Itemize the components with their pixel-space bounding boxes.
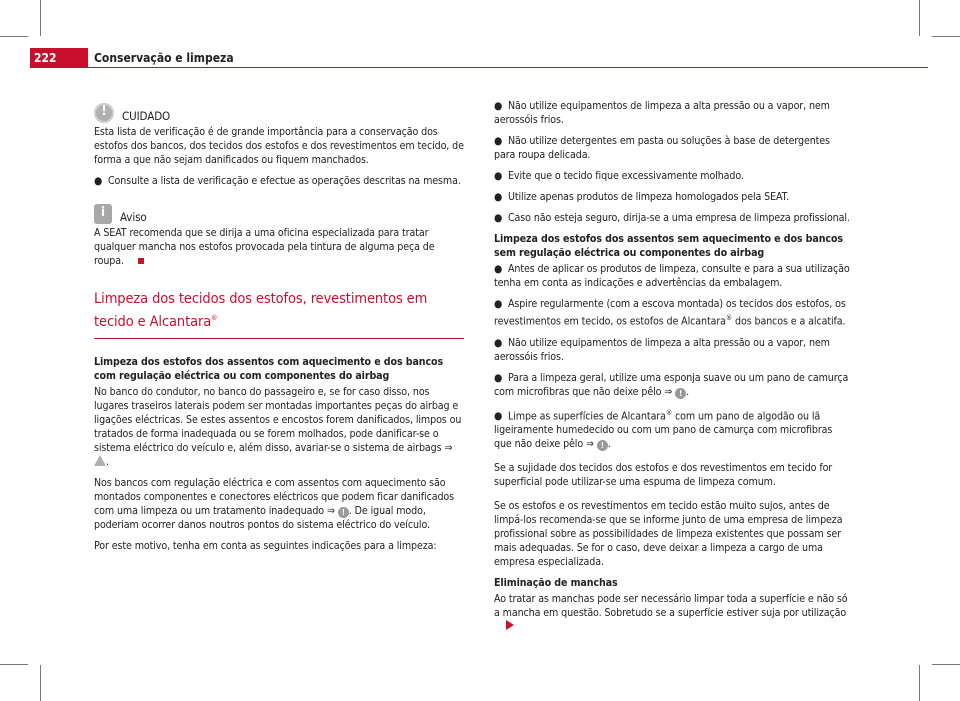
bullet-symbol: ● — [494, 191, 503, 203]
bullet-symbol: ● — [494, 170, 503, 182]
list-item-text: Aspire regularmente (com a escova montada) os tecidos dos estofos, os revestimentos em tecido, os estofos de Alcantara — [494, 298, 846, 328]
crop-mark — [932, 664, 960, 665]
list-item-text: Para a limpeza geral, utilize uma esponja suave ou um pano de camurça com microfibras que não deixe pêlo — [494, 371, 849, 398]
paragraph-stains — [494, 592, 850, 634]
arrow-symbol: ⇒ — [444, 441, 453, 454]
list-item-text-end: dos bancos e a alcatifa. — [732, 315, 846, 328]
bullet-symbol: ● — [494, 212, 503, 224]
bullet-symbol: ● — [494, 298, 503, 310]
caution-heading — [94, 101, 464, 123]
list-item — [494, 190, 850, 204]
section-title — [94, 290, 464, 332]
list-item-text-end: com um pano de algodão ou lã ligeiramente humedecido ou com um pano de camurça com microfibras que não deixe pêlo — [494, 410, 833, 451]
registered-mark: ® — [665, 408, 673, 417]
right-column — [494, 99, 850, 641]
paragraph-electric-text: Nos bancos com regulação eléctrica e com assentos com aquecimento são montados componentes e conectores eléctricos que podem ficar danificados com uma limpeza ou um tratamento inadequado — [94, 476, 455, 517]
list-item — [494, 211, 850, 225]
arrow-symbol: ⇒ — [586, 438, 594, 451]
left-column — [94, 101, 464, 560]
caution-bullet-text: Consulte a lista de verificação e efectue as operações descritas na mesma. — [108, 175, 461, 187]
note-title: Aviso — [120, 210, 147, 224]
paragraph-electric-seats — [94, 476, 464, 532]
paragraph-airbag — [94, 385, 464, 469]
registered-mark: ® — [725, 314, 733, 322]
arrow-symbol: ⇒ — [664, 385, 673, 398]
list-item-text: Utilize apenas produtos de limpeza homologados pela SEAT. — [508, 191, 790, 203]
subheading-stains: Eliminação de manchas — [494, 577, 618, 590]
period: . — [106, 455, 109, 468]
list-item — [494, 262, 850, 290]
list-item-text: Evite que o tecido fique excessivamente molhado. — [508, 170, 744, 182]
caution-ref-icon: ! — [675, 388, 686, 399]
caution-icon — [94, 103, 114, 123]
list-item — [494, 297, 850, 329]
crop-mark — [0, 36, 28, 37]
list-item — [494, 169, 850, 183]
note-text-body: A SEAT recomenda que se dirija a uma oficina especializada para tratar qualquer mancha nos estofos provocada pela tintura de alguma peça de roupa. — [94, 227, 435, 267]
bullet-symbol: ● — [94, 175, 103, 187]
crop-mark — [0, 664, 28, 665]
bullet-symbol: ● — [494, 371, 503, 384]
caution-bullet — [94, 174, 464, 188]
bullet-symbol: ● — [494, 410, 503, 423]
list-item-text: Não utilize equipamentos de limpeza a alta pressão ou a vapor, nem aerossóis frios. — [494, 336, 830, 363]
section-end-mark — [138, 258, 144, 264]
bullet-symbol: ● — [494, 263, 503, 275]
bullet-symbol: ● — [494, 135, 503, 147]
running-title: Conservação e limpeza — [94, 51, 234, 65]
crop-mark — [932, 36, 960, 37]
subheading-heated-seats: Limpeza dos estofos dos assentos com aquecimento e dos bancos com regulação eléctrica ou com componentes do airbag — [94, 355, 444, 382]
paragraph-foam: Se a sujidade dos tecidos dos estofos e dos revestimentos em tecido for superficial pode utilizar-se uma espuma de limpeza comum. — [494, 462, 833, 489]
list-item-text: Limpe as superfícies de Alcantara — [508, 410, 666, 423]
list-item — [494, 406, 850, 452]
caution-ref-icon: ! — [597, 440, 608, 451]
arrow-symbol: ⇒ — [326, 504, 335, 517]
subheading-unheated-seats: Limpeza dos estofos dos assentos sem aquecimento e dos bancos sem regulação eléctrica ou componentes do airbag — [494, 233, 843, 259]
period: . — [686, 385, 690, 398]
caution-text: Esta lista de verificação é de grande importância para a conservação dos estofos dos bancos, dos tecidos dos estofos e dos revestimentos em tecido, de forma a que não sejam danificados ou fiquem manchados. — [94, 126, 464, 166]
list-item-text: Não utilize detergentes em pasta ou soluções à base de detergentes para roupa delicada. — [494, 135, 830, 161]
warning-triangle-icon — [94, 455, 106, 466]
caution-ref-icon: ! — [338, 507, 349, 518]
registered-mark: ® — [211, 314, 218, 322]
crop-mark — [919, 665, 920, 701]
bullet-symbol: ● — [494, 100, 503, 112]
note-text — [94, 226, 464, 268]
list-item-text: Antes de aplicar os produtos de limpeza, consulte e para a sua utilização tenha em conta as indicações e advertências da embalagem. — [494, 263, 850, 289]
paragraph-professional: Se os estofos e os revestimentos em tecido estão muito sujos, antes de limpá-los recomenda-se que se informe junto de uma empresa de limpeza profissional sobre as possibilidades de limpeza existentes que possam ser mais adequadas. Se for o caso, deve deixar a limpeza a cargo de uma empresa especializada. — [494, 500, 843, 569]
list-item-text: Caso não esteja seguro, dirija-se a uma empresa de limpeza profissional. — [508, 212, 850, 224]
list-item — [494, 371, 850, 399]
section-title-text: Limpeza dos tecidos dos estofos, revestimentos em tecido e Alcantara — [94, 291, 428, 330]
paragraph-indications: Por este motivo, tenha em conta as seguintes indicações para a limpeza: — [94, 539, 437, 552]
note-heading — [94, 202, 464, 224]
paragraph-electric-text-end: . De igual modo, poderiam ocorrer danos noutros pontos do sistema eléctrico do veículo. — [94, 504, 430, 531]
info-note-icon — [94, 204, 112, 224]
paragraph-airbag-text: No banco do condutor, no banco do passageiro e, se for caso disso, nos lugares traseiros laterais podem ser montadas importantes peças do airbag e ligações eléctricas. Se estes assentos e encostos forem danificados, limpos ou tratados de forma inadequada ou se forem molhados, pode danificar-se o sistema eléctrico do veículo e, além disso, avariar-se o sistema de airbags — [94, 385, 462, 454]
list-item — [494, 336, 850, 364]
list-item-text: Não utilize equipamentos de limpeza a alta pressão ou a vapor, nem aerossóis frios. — [494, 100, 830, 126]
crop-mark — [919, 0, 920, 36]
list-item — [494, 99, 850, 127]
continue-arrow-icon — [506, 620, 514, 630]
crop-mark — [40, 665, 41, 701]
bullet-symbol: ● — [494, 336, 503, 349]
period: . — [607, 438, 611, 451]
paragraph-stains-text: Ao tratar as manchas pode ser necessário limpar toda a superfície e não só a mancha em questão. Sobretudo se a superfície estiver suja por utilização — [494, 593, 848, 620]
list-item — [494, 134, 850, 162]
header-rule — [88, 67, 928, 68]
page-number: 222 — [34, 51, 57, 65]
section-rule — [94, 338, 464, 339]
crop-mark — [40, 0, 41, 36]
caution-title: CUIDADO — [122, 109, 171, 123]
